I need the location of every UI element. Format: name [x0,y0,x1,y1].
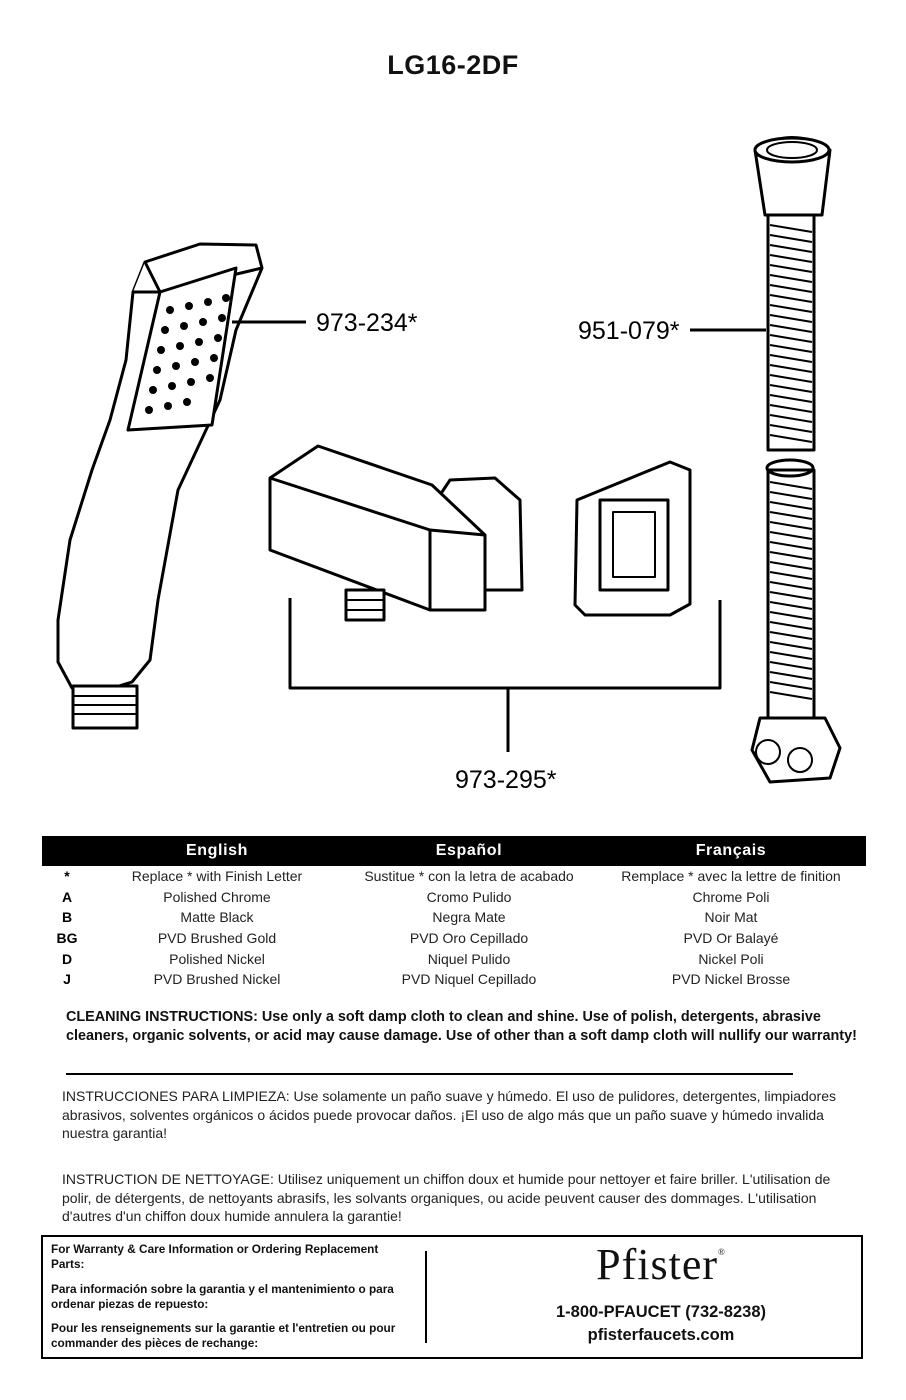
finish-english: PVD Brushed Gold [157,930,277,947]
finish-code: D [61,950,73,967]
registered-mark: ® [718,1247,726,1257]
finish-francais: Nickel Poli [698,950,764,967]
finish-francais: PVD Nickel Brosse [671,971,791,988]
phone-number: 1-800-PFAUCET (732-8238) [555,1303,766,1321]
table-row [42,928,866,949]
brand-name: Pfister [596,1240,719,1289]
table-row [42,887,866,908]
handshower-illustration [58,244,262,728]
finish-francais: PVD Or Balayé [683,930,779,947]
table-row [42,866,866,887]
cleaning-instructions-french: INSTRUCTION DE NETTOYAGE: Utilisez uniquement un chiffon doux et humide pour nettoyer et faire briller. L'utilisation de polir, de détergents, de nettoyants abrasifs, les solvants organiques, ou acide peuvent causer des dommages. L'utilisation d'autres d'un chiffon doux humide annulera la garantie! [62,1171,831,1224]
finish-espanol: PVD Niquel Cepillado [401,971,537,988]
finish-code: B [61,909,73,926]
finish-francais: Remplace * avec la lettre de finition [621,868,841,885]
finish-english: PVD Brushed Nickel [153,971,281,988]
warranty-text-spanish: Para información sobre la garantia y el mantenimiento o para ordenar piezas de repuesto: [51,1282,394,1311]
part-number-handshower: 973-234* [316,309,418,337]
finish-code: A [61,888,73,905]
finish-english: Polished Chrome [163,888,271,905]
vertical-divider [425,1251,427,1343]
finish-code: J [63,971,71,988]
part-number-hose: 951-079* [578,317,680,345]
finish-espanol: PVD Oro Cepillado [409,930,529,947]
finish-espanol: Sustitue * con la letra de acabado [364,868,574,885]
finish-francais: Chrome Poli [692,888,770,905]
header-francais: Français [596,836,866,866]
hose-illustration [752,138,840,783]
header-english: English [92,836,342,866]
finish-francais: Noir Mat [704,909,758,926]
cleaning-instructions-english: CLEANING INSTRUCTIONS: Use only a soft damp cloth to clean and shine. Use of polish, detergents, abrasive cleaners, organic solvents, or acid may cause damage. Use of other than a soft damp cloth will nullify our warranty! [66,1009,857,1044]
table-row [42,969,866,990]
finish-espanol: Negra Mate [432,909,506,926]
finish-table-header [42,836,866,866]
finish-espanol: Cromo Pulido [426,888,512,905]
finish-code: BG [56,930,78,947]
finish-english: Replace * with Finish Letter [131,868,303,885]
header-espanol: Español [342,836,596,866]
finish-english: Matte Black [180,909,254,926]
warranty-text-english: For Warranty & Care Information or Ordering Replacement Parts: [51,1242,379,1271]
pfister-logo [461,1239,861,1290]
finish-code: * [64,868,70,885]
table-row [42,907,866,928]
table-row [42,948,866,969]
finish-table [42,836,866,990]
warranty-box [41,1235,863,1359]
page-title: LG16-2DF [387,50,519,80]
part-number-wall-supply: 973-295* [455,766,557,794]
website-link[interactable]: pfisterfaucets.com [587,1326,735,1344]
cleaning-instructions-spanish: INSTRUCCIONES PARA LIMPIEZA: Use solamente un paño suave y húmedo. El uso de pulidores, detergentes, limpiadores abrasivos, solventes orgánicos o ácidos puede provocar daños. ¡El uso de algo más que un paño suave y húmedo invalida nuestra garantia! [62,1088,836,1141]
wall-elbow-illustration [270,446,690,620]
header-code [42,836,92,866]
finish-english: Polished Nickel [169,950,265,967]
warranty-text-french: Pour les renseignements sur la garantie et l'entretien ou pour commander des pièces de rechange: [51,1321,396,1350]
finish-espanol: Niquel Pulido [427,950,511,967]
divider [66,1073,793,1075]
